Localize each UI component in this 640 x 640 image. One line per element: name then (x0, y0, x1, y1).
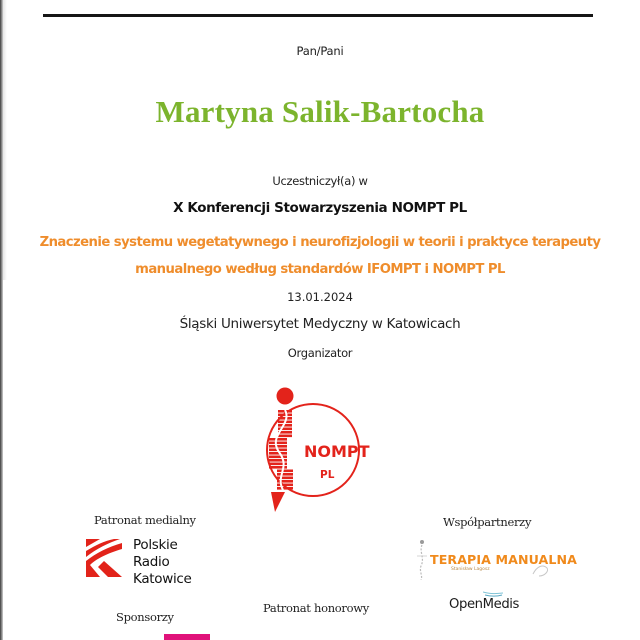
recipient-name: Martyna Salik-Bartocha (155, 94, 485, 129)
event-date: 13.01.2024 (287, 290, 353, 304)
prk-line-2: Radio (133, 554, 170, 570)
topic-line-2: manualnego według standardów IFOMPT i NOMPT PL (135, 262, 505, 277)
conference-topic (0, 229, 640, 283)
sponsors-label: Sponsorzy (116, 610, 174, 624)
organizer-label: Organizator (287, 346, 353, 360)
svg-text:PL: PL (320, 469, 335, 481)
participated-label: Uczestniczył(a) w (272, 174, 368, 188)
sponsor-logo (164, 634, 210, 640)
salutation: Pan/Pani (296, 44, 344, 58)
topic-line-1: Znaczenie systemu wegetatywnego i neurofizjologii w teorii i praktyce terapeuty (39, 235, 601, 250)
partners-label: Współpartnerzy (443, 515, 532, 529)
terapia-manualna-subtitle: Stanisław Lagosz (451, 567, 490, 572)
openmedis-text: OpenMedis (449, 597, 520, 612)
hand-sketch-icon (531, 560, 551, 578)
polskie-radio-katowice-logo (86, 537, 206, 591)
prk-line-3: Katowice (133, 571, 192, 587)
media-patron-label: Patronat medialny (94, 513, 196, 527)
honorary-patron-label: Patronat honorowy (263, 601, 369, 615)
radio-waves-icon (86, 537, 122, 577)
conference-name: X Konferencji Stowarzyszenia NOMPT PL (173, 200, 467, 216)
nompt-logo (253, 380, 383, 520)
svg-text:NOMPT: NOMPT (304, 442, 370, 461)
event-venue: Śląski Uniwersytet Medyczny w Katowicach (179, 316, 461, 332)
terapia-manualna-logo (413, 538, 577, 580)
nompt-spine-icon (253, 380, 383, 520)
terapia-manualna-title: TERAPIA MANUALNA (430, 552, 577, 567)
prk-line-1: Polskie (133, 537, 178, 553)
top-divider-line (43, 14, 593, 17)
openmedis-logo (447, 591, 537, 621)
